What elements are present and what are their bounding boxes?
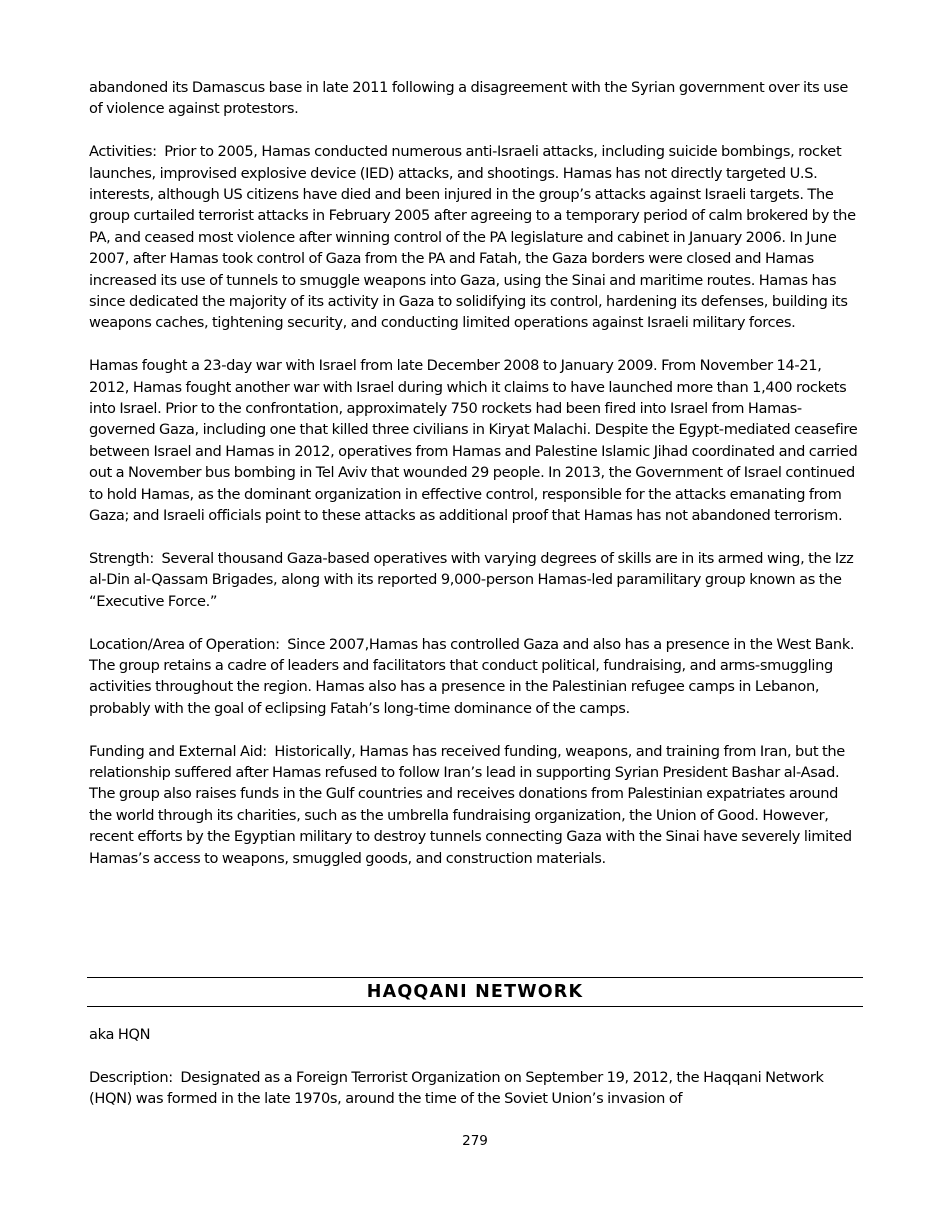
document-body: [89, 77, 861, 890]
activities-text-2: Hamas fought a 23-day war with Israel from late December 2008 to January 2009. From November 14-21, 2012, Hamas fought another war with Israel during which it claims to have launched more than 1,400 rockets into Israel. Prior to the confrontation, approximately 750 rockets had been fired into Israel from Hamas-governed Gaza, including one that killed three civilians in Kiryat Malachi. Despite the Egypt-mediated ceasefire between Israel and Hamas in 2012, operatives from Hamas and Palestine Islamic Jihad coordinated and carried out a November bus bombing in Tel Aviv that wounded 29 people. In 2013, the Government of Israel continued to hold Hamas, as the dominant organization in effective control, responsible for the attacks emanating from Gaza; and Israeli officials point to these attacks as additional proof that Hamas has not abandoned terrorism.: [89, 357, 858, 525]
aka-line: [89, 1024, 861, 1045]
strength-paragraph: [89, 548, 861, 612]
funding-heading: Funding and External Aid:: [89, 742, 267, 760]
continuation-paragraph: [89, 77, 861, 120]
activities-text: Prior to 2005, Hamas conducted numerous anti-Israeli attacks, including suicide bombings, rocket launches, improvised explosive device (IED) attacks, and shootings. Hamas has not directly targeted U.S. interests, although US citizens have died and been injured in the group’s attacks against Israeli targets. The group curtailed terrorist attacks in February 2005 after agreeing to a temporary period of calm brokered by the PA, and ceased most violence after winning control of the PA legislature and cabinet in January 2006. In June 2007, after Hamas took control of Gaza from the PA and Fatah, the Gaza borders were closed and Hamas increased its use of tunnels to smuggle weapons into Gaza, using the Sinai and maritime routes. Hamas has since dedicated the majority of its activity in Gaza to solidifying its control, hardening its defenses, building its weapons caches, tightening security, and conducting limited operations against Israeli military forces.: [89, 143, 856, 332]
page-number: 279: [462, 1133, 488, 1149]
description-paragraph: [89, 1067, 861, 1110]
activities-paragraph: [89, 141, 861, 334]
section-title: HAQQANI NETWORK: [366, 982, 584, 1002]
activities-heading: Activities:: [89, 143, 157, 161]
funding-paragraph: [89, 741, 861, 869]
description-heading: Description:: [89, 1068, 173, 1086]
aka-text: aka HQN: [89, 1026, 151, 1043]
description-text: Designated as a Foreign Terrorist Organization on September 19, 2012, the Haqqani Network (HQN) was formed in the late 1970s, around the time of the Soviet Union’s invasion of: [89, 1068, 824, 1108]
location-heading: Location/Area of Operation:: [89, 635, 280, 653]
continuation-text: abandoned its Damascus base in late 2011 following a disagreement with the Syrian government over its use of violence against protestors.: [89, 79, 848, 118]
strength-heading: Strength:: [89, 549, 154, 567]
strength-text: Several thousand Gaza-based operatives with varying degrees of skills are in its armed wing, the Izz al-Din al-Qassam Brigades, along with its reported 9,000-person Hamas-led paramilitary group known as the “Executive Force.”: [89, 549, 854, 610]
section-header: [87, 977, 863, 1007]
activities-paragraph-2: [89, 355, 861, 526]
haqqani-section: [89, 1024, 861, 1131]
location-text: Since 2007,Hamas has controlled Gaza and also has a presence in the West Bank. The group retains a cadre of leaders and facilitators that conduct political, fundraising, and arms-smuggling activities throughout the region. Hamas also has a presence in the Palestinian refugee camps in Lebanon, probably with the goal of eclipsing Fatah’s long-time dominance of the camps.: [89, 635, 855, 717]
location-paragraph: [89, 634, 861, 720]
funding-text: Historically, Hamas has received funding, weapons, and training from Iran, but the relationship suffered after Hamas refused to follow Iran’s lead in supporting Syrian President Bashar al-Asad. The group also raises funds in the Gulf countries and receives donations from Palestinian expatriates around the world through its charities, such as the umbrella fundraising organization, the Union of Good. However, recent efforts by the Egyptian military to destroy tunnels connecting Gaza with the Sinai have severely limited Hamas’s access to weapons, smuggled goods, and construction materials.: [89, 742, 852, 867]
